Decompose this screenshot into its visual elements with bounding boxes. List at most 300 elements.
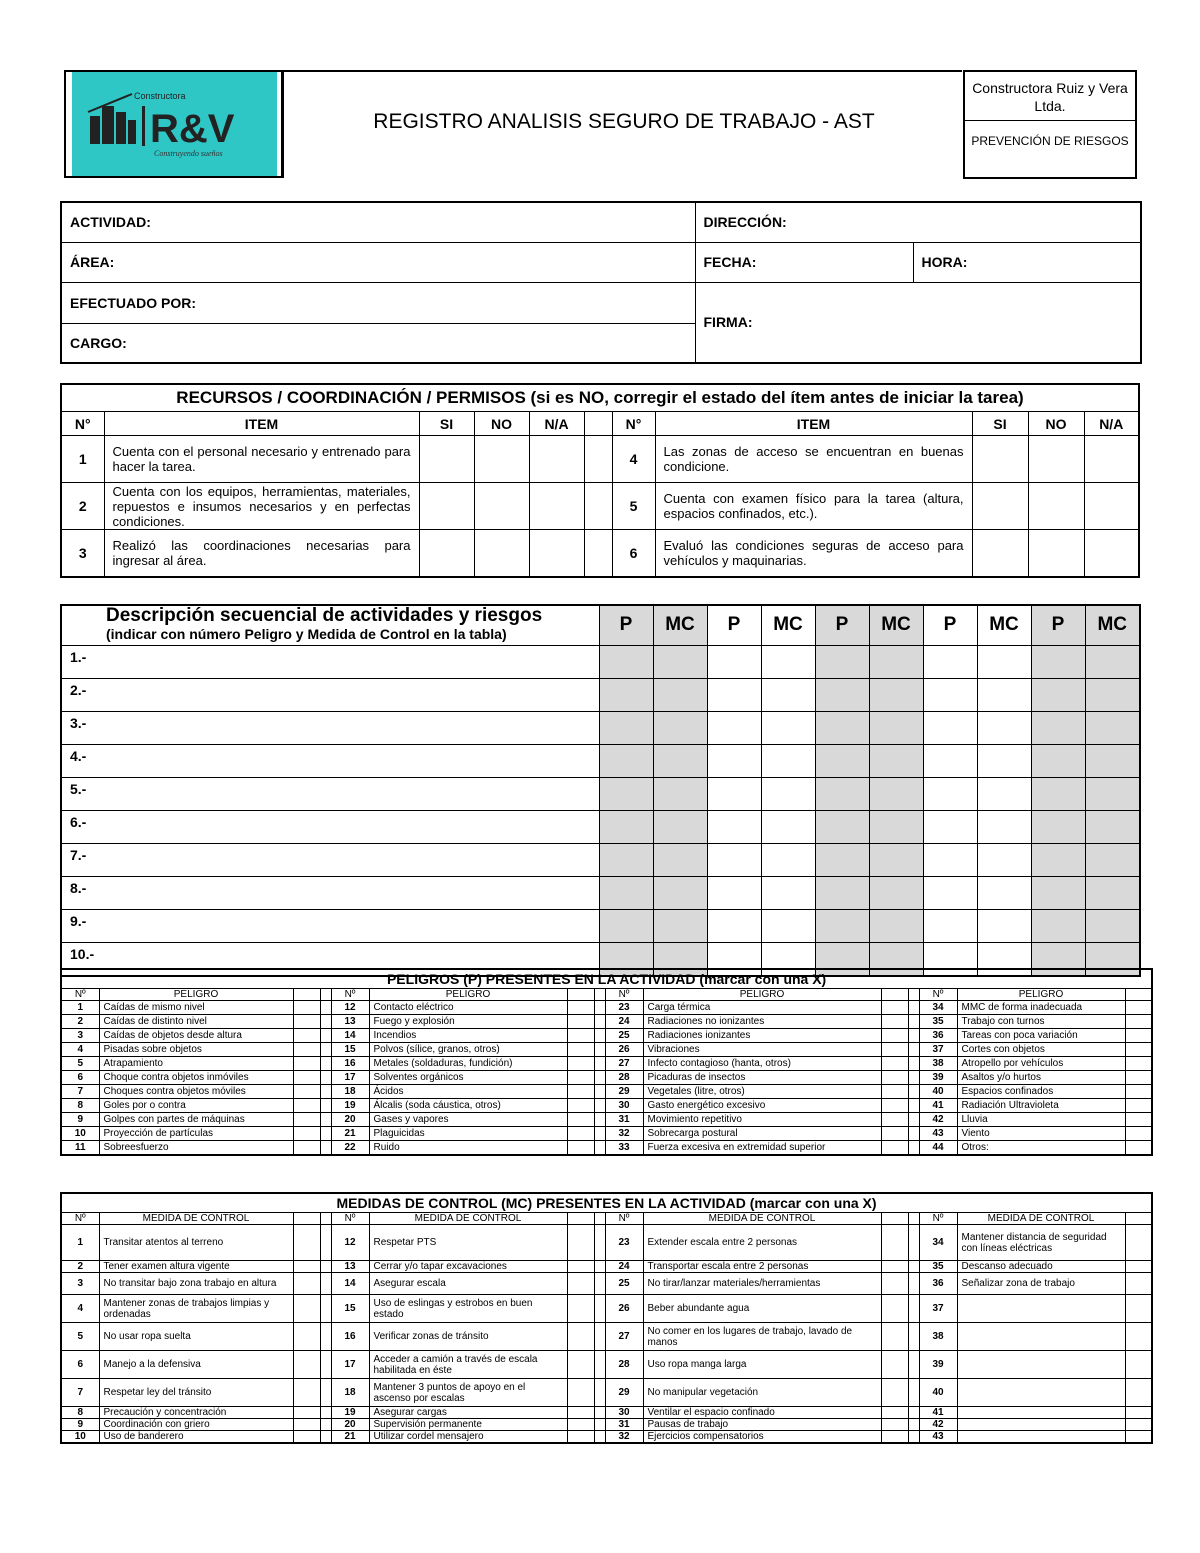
item-text xyxy=(957,1419,1125,1431)
activity-description[interactable]: 10.- xyxy=(61,942,599,976)
mark-checkbox[interactable] xyxy=(1125,1225,1152,1261)
mc-cell[interactable] xyxy=(869,744,923,777)
mark-checkbox[interactable] xyxy=(1125,1351,1152,1379)
mark-checkbox[interactable] xyxy=(881,1113,908,1127)
p-cell[interactable] xyxy=(599,678,653,711)
mc-cell[interactable] xyxy=(761,777,815,810)
mark-checkbox[interactable] xyxy=(567,1029,594,1043)
item-text: Choque contra objetos inmóviles xyxy=(99,1071,293,1085)
mark-checkbox[interactable] xyxy=(1125,1099,1152,1113)
mark-checkbox[interactable] xyxy=(293,1057,320,1071)
p-cell[interactable] xyxy=(1031,744,1085,777)
na-checkbox[interactable] xyxy=(529,436,584,483)
mark-checkbox[interactable] xyxy=(881,1099,908,1113)
mark-checkbox[interactable] xyxy=(567,1015,594,1029)
item-number: 4 xyxy=(61,1295,99,1323)
header-company-box xyxy=(963,70,1137,179)
mark-checkbox[interactable] xyxy=(881,1431,908,1444)
p-cell[interactable] xyxy=(923,909,977,942)
si-checkbox[interactable] xyxy=(419,530,474,577)
p-cell[interactable] xyxy=(815,876,869,909)
p-cell[interactable] xyxy=(815,711,869,744)
mark-checkbox[interactable] xyxy=(881,1015,908,1029)
mark-checkbox[interactable] xyxy=(293,1099,320,1113)
mc-cell[interactable] xyxy=(653,777,707,810)
p-cell[interactable] xyxy=(707,777,761,810)
department-name: PREVENCIÓN DE RIESGOS xyxy=(971,134,1129,148)
item-number: 34 xyxy=(919,1225,957,1261)
mark-checkbox[interactable] xyxy=(1125,1261,1152,1273)
item-text: Asegurar cargas xyxy=(369,1407,567,1419)
item-text: Mantener zonas de trabajos limpias y ordenadas xyxy=(99,1295,293,1323)
p-cell[interactable] xyxy=(1031,909,1085,942)
table-row xyxy=(61,1099,1152,1113)
mark-checkbox[interactable] xyxy=(567,1407,594,1419)
mc-cell[interactable] xyxy=(1085,711,1140,744)
mc-cell[interactable] xyxy=(1085,810,1140,843)
p-cell[interactable] xyxy=(815,843,869,876)
mark-checkbox[interactable] xyxy=(293,1295,320,1323)
p-cell[interactable] xyxy=(599,645,653,678)
mark-checkbox[interactable] xyxy=(1125,1431,1152,1444)
activity-row xyxy=(61,711,1140,744)
item-text: Uso de banderero xyxy=(99,1431,293,1444)
mark-checkbox[interactable] xyxy=(1125,1057,1152,1071)
p-cell[interactable] xyxy=(1031,711,1085,744)
mark-checkbox[interactable] xyxy=(567,1273,594,1295)
item-text: No manipular vegetación xyxy=(643,1379,881,1407)
mark-checkbox[interactable] xyxy=(1125,1015,1152,1029)
p-cell[interactable] xyxy=(923,876,977,909)
p-cell[interactable] xyxy=(707,744,761,777)
mc-cell[interactable] xyxy=(653,909,707,942)
spacer-cell xyxy=(594,1113,605,1127)
mark-checkbox[interactable] xyxy=(881,1043,908,1057)
table-row xyxy=(61,1057,1152,1071)
mark-checkbox[interactable] xyxy=(293,1113,320,1127)
mark-checkbox[interactable] xyxy=(1125,1273,1152,1295)
mc-cell[interactable] xyxy=(1085,744,1140,777)
mc-cell[interactable] xyxy=(977,876,1031,909)
col-p: P xyxy=(707,605,761,645)
mark-checkbox[interactable] xyxy=(881,1085,908,1099)
item-text: Vegetales (litre, otros) xyxy=(643,1085,881,1099)
mark-checkbox[interactable] xyxy=(881,1127,908,1141)
spacer-cell xyxy=(594,1351,605,1379)
activity-description[interactable]: 6.- xyxy=(61,810,599,843)
mc-cell[interactable] xyxy=(761,843,815,876)
mark-checkbox[interactable] xyxy=(567,1419,594,1431)
item-text: Otros: xyxy=(957,1141,1125,1156)
mark-checkbox[interactable] xyxy=(293,1351,320,1379)
mark-checkbox[interactable] xyxy=(567,1141,594,1156)
mc-cell[interactable] xyxy=(869,645,923,678)
p-cell[interactable] xyxy=(923,678,977,711)
mc-cell[interactable] xyxy=(653,711,707,744)
efectuado-field[interactable]: EFECTUADO POR: xyxy=(61,282,695,323)
mc-cell[interactable] xyxy=(1085,876,1140,909)
mark-checkbox[interactable] xyxy=(881,1295,908,1323)
mark-checkbox[interactable] xyxy=(881,1261,908,1273)
item-number: 13 xyxy=(331,1261,369,1273)
item-text: Mantener 3 puntos de apoyo en el ascenso por escalas xyxy=(369,1379,567,1407)
item-text: Ventilar el espacio confinado xyxy=(643,1407,881,1419)
mark-checkbox[interactable] xyxy=(1125,1085,1152,1099)
no-checkbox[interactable] xyxy=(474,483,529,530)
hora-field[interactable]: HORA: xyxy=(913,242,1141,282)
si-checkbox[interactable] xyxy=(972,436,1028,483)
item-number: 29 xyxy=(605,1379,643,1407)
activity-description[interactable]: 4.- xyxy=(61,744,599,777)
mark-checkbox[interactable] xyxy=(881,1029,908,1043)
mark-checkbox[interactable] xyxy=(293,1141,320,1156)
mark-checkbox[interactable] xyxy=(567,1057,594,1071)
si-checkbox[interactable] xyxy=(972,483,1028,530)
mark-checkbox[interactable] xyxy=(293,1419,320,1431)
mark-checkbox[interactable] xyxy=(567,1225,594,1261)
item-text: Uso de eslingas y estrobos en buen estado xyxy=(369,1295,567,1323)
p-cell[interactable] xyxy=(923,711,977,744)
mc-cell[interactable] xyxy=(761,810,815,843)
no-checkbox[interactable] xyxy=(1028,530,1084,577)
mark-checkbox[interactable] xyxy=(567,1071,594,1085)
mark-checkbox[interactable] xyxy=(567,1113,594,1127)
mark-checkbox[interactable] xyxy=(881,1419,908,1431)
p-cell[interactable] xyxy=(707,909,761,942)
no-checkbox[interactable] xyxy=(474,436,529,483)
mark-checkbox[interactable] xyxy=(567,1099,594,1113)
item-number: 25 xyxy=(605,1273,643,1295)
p-cell[interactable] xyxy=(923,645,977,678)
mark-checkbox[interactable] xyxy=(1125,1141,1152,1156)
p-cell[interactable] xyxy=(707,645,761,678)
mark-checkbox[interactable] xyxy=(567,1085,594,1099)
item-number: 1 xyxy=(61,1001,99,1015)
mark-checkbox[interactable] xyxy=(1125,1127,1152,1141)
mc-cell[interactable] xyxy=(977,909,1031,942)
table-row xyxy=(61,1323,1152,1351)
spacer-cell xyxy=(594,1043,605,1057)
item-number: 26 xyxy=(605,1043,643,1057)
item-number: 20 xyxy=(331,1113,369,1127)
p-cell[interactable] xyxy=(599,711,653,744)
col-si: SI xyxy=(972,412,1028,436)
item-number: 16 xyxy=(331,1057,369,1071)
mc-cell[interactable] xyxy=(761,678,815,711)
p-cell[interactable] xyxy=(815,645,869,678)
mc-cell[interactable] xyxy=(653,744,707,777)
item-text: Tener examen altura vigente xyxy=(99,1261,293,1273)
item-number: 44 xyxy=(919,1141,957,1156)
item-text: Trabajo con turnos xyxy=(957,1015,1125,1029)
cargo-field[interactable]: CARGO: xyxy=(61,323,695,363)
mc-cell[interactable] xyxy=(653,843,707,876)
mark-checkbox[interactable] xyxy=(293,1127,320,1141)
no-checkbox[interactable] xyxy=(1028,483,1084,530)
mark-checkbox[interactable] xyxy=(881,1141,908,1156)
si-checkbox[interactable] xyxy=(419,483,474,530)
mc-cell[interactable] xyxy=(761,711,815,744)
mark-checkbox[interactable] xyxy=(293,1001,320,1015)
area-field[interactable]: ÁREA: xyxy=(61,242,695,282)
item-text: Respetar PTS xyxy=(369,1225,567,1261)
medidas-title: MEDIDAS DE CONTROL (MC) PRESENTES EN LA ACTIVIDAD (marcar con una X) xyxy=(61,1193,1152,1213)
spacer-cell xyxy=(320,1127,331,1141)
mc-cell[interactable] xyxy=(869,810,923,843)
mark-checkbox[interactable] xyxy=(881,1225,908,1261)
spacer-cell xyxy=(594,1057,605,1071)
mark-checkbox[interactable] xyxy=(567,1351,594,1379)
na-checkbox[interactable] xyxy=(529,530,584,577)
p-cell[interactable] xyxy=(707,876,761,909)
mc-cell[interactable] xyxy=(1085,777,1140,810)
mark-checkbox[interactable] xyxy=(293,1323,320,1351)
activity-description[interactable]: 9.- xyxy=(61,909,599,942)
na-checkbox[interactable] xyxy=(1084,530,1139,577)
item-text: Caídas de mismo nivel xyxy=(99,1001,293,1015)
p-cell[interactable] xyxy=(1031,777,1085,810)
mc-cell[interactable] xyxy=(869,777,923,810)
activity-description[interactable]: 7.- xyxy=(61,843,599,876)
mark-checkbox[interactable] xyxy=(881,1379,908,1407)
mark-checkbox[interactable] xyxy=(567,1261,594,1273)
spacer-cell xyxy=(320,1379,331,1407)
spacer-cell xyxy=(908,1113,919,1127)
mc-cell[interactable] xyxy=(977,645,1031,678)
spacer-cell xyxy=(594,1407,605,1419)
p-cell[interactable] xyxy=(1031,843,1085,876)
p-cell[interactable] xyxy=(815,777,869,810)
mark-checkbox[interactable] xyxy=(293,1071,320,1085)
p-cell[interactable] xyxy=(923,843,977,876)
col-name: PELIGRO xyxy=(99,989,293,1001)
mark-checkbox[interactable] xyxy=(293,1431,320,1444)
mark-checkbox[interactable] xyxy=(1125,1407,1152,1419)
spacer-cell xyxy=(594,1295,605,1323)
mark-checkbox[interactable] xyxy=(567,1323,594,1351)
mark-checkbox[interactable] xyxy=(293,1029,320,1043)
col-mc: MC xyxy=(869,605,923,645)
p-cell[interactable] xyxy=(923,777,977,810)
mark-checkbox[interactable] xyxy=(293,1015,320,1029)
mc-cell[interactable] xyxy=(653,810,707,843)
item-number: 14 xyxy=(331,1029,369,1043)
item-number: 27 xyxy=(605,1057,643,1071)
p-cell[interactable] xyxy=(599,843,653,876)
mark-checkbox[interactable] xyxy=(293,1085,320,1099)
item-number: 5 xyxy=(61,1057,99,1071)
mc-cell[interactable] xyxy=(1085,678,1140,711)
mark-checkbox[interactable] xyxy=(293,1225,320,1261)
spacer-cell xyxy=(594,1419,605,1431)
mark-checkbox[interactable] xyxy=(1125,1029,1152,1043)
mc-cell[interactable] xyxy=(761,744,815,777)
p-cell[interactable] xyxy=(599,876,653,909)
mark-checkbox[interactable] xyxy=(293,1261,320,1273)
item-number: 4 xyxy=(61,1043,99,1057)
si-checkbox[interactable] xyxy=(419,436,474,483)
mark-checkbox[interactable] xyxy=(881,1351,908,1379)
mc-cell[interactable] xyxy=(977,711,1031,744)
spacer-cell xyxy=(320,1071,331,1085)
mc-cell[interactable] xyxy=(761,645,815,678)
table-row xyxy=(61,1351,1152,1379)
activity-description[interactable]: 3.- xyxy=(61,711,599,744)
spacer-cell xyxy=(594,1261,605,1273)
col-mc: MC xyxy=(977,605,1031,645)
mc-cell[interactable] xyxy=(977,744,1031,777)
mark-checkbox[interactable] xyxy=(1125,1113,1152,1127)
logo-small-text: Constructora xyxy=(134,91,186,101)
na-checkbox[interactable] xyxy=(1084,436,1139,483)
col-num: Nº xyxy=(605,989,643,1001)
actividad-field[interactable]: ACTIVIDAD: xyxy=(61,202,695,242)
mark-checkbox[interactable] xyxy=(1125,1295,1152,1323)
item-number: 23 xyxy=(605,1225,643,1261)
item-number: 15 xyxy=(331,1043,369,1057)
item-number: 34 xyxy=(919,1001,957,1015)
mark-checkbox[interactable] xyxy=(1125,1379,1152,1407)
mark-checkbox[interactable] xyxy=(567,1379,594,1407)
mc-cell[interactable] xyxy=(977,810,1031,843)
mc-cell[interactable] xyxy=(653,876,707,909)
p-cell[interactable] xyxy=(599,777,653,810)
mc-cell[interactable] xyxy=(1085,909,1140,942)
mark-checkbox[interactable] xyxy=(293,1379,320,1407)
spacer-cell xyxy=(320,1351,331,1379)
mc-cell[interactable] xyxy=(869,711,923,744)
mark-checkbox[interactable] xyxy=(1125,1323,1152,1351)
mark-checkbox[interactable] xyxy=(567,1001,594,1015)
p-cell[interactable] xyxy=(815,678,869,711)
mark-checkbox[interactable] xyxy=(881,1407,908,1419)
mc-cell[interactable] xyxy=(653,645,707,678)
na-checkbox[interactable] xyxy=(529,483,584,530)
mark-checkbox[interactable] xyxy=(881,1071,908,1085)
p-cell[interactable] xyxy=(599,810,653,843)
spacer-cell xyxy=(584,483,612,530)
direccion-field[interactable]: DIRECCIÓN: xyxy=(695,202,1141,242)
mark-checkbox[interactable] xyxy=(881,1057,908,1071)
item-number: 5 xyxy=(61,1323,99,1351)
fecha-field[interactable]: FECHA: xyxy=(695,242,913,282)
item-number: 6 xyxy=(61,1351,99,1379)
item-number: 20 xyxy=(331,1419,369,1431)
item-text: Las zonas de acceso se encuentran en buenas condicione. xyxy=(655,436,972,483)
mark-checkbox[interactable] xyxy=(567,1431,594,1444)
p-cell[interactable] xyxy=(599,909,653,942)
p-cell[interactable] xyxy=(1031,645,1085,678)
mc-cell[interactable] xyxy=(1085,645,1140,678)
item-number: 36 xyxy=(919,1029,957,1043)
item-text: Metales (soldaduras, fundición) xyxy=(369,1057,567,1071)
p-cell[interactable] xyxy=(815,744,869,777)
mc-cell[interactable] xyxy=(869,876,923,909)
mark-checkbox[interactable] xyxy=(567,1043,594,1057)
spacer-cell xyxy=(320,1085,331,1099)
spacer-cell xyxy=(594,1225,605,1261)
p-cell[interactable] xyxy=(707,843,761,876)
si-checkbox[interactable] xyxy=(972,530,1028,577)
mc-cell[interactable] xyxy=(653,678,707,711)
p-cell[interactable] xyxy=(923,744,977,777)
item-number: 16 xyxy=(331,1323,369,1351)
p-cell[interactable] xyxy=(815,810,869,843)
item-text: Atropello por vehículos xyxy=(957,1057,1125,1071)
mark-checkbox[interactable] xyxy=(293,1273,320,1295)
firma-field[interactable]: FIRMA: xyxy=(695,282,1141,363)
item-number: 35 xyxy=(919,1015,957,1029)
item-number: 2 xyxy=(61,483,104,530)
company-logo xyxy=(72,72,277,176)
spacer-cell xyxy=(908,1407,919,1419)
mc-cell[interactable] xyxy=(869,909,923,942)
mc-cell[interactable] xyxy=(869,678,923,711)
activity-description[interactable]: 1.- xyxy=(61,645,599,678)
mc-cell[interactable] xyxy=(869,843,923,876)
mc-cell[interactable] xyxy=(761,909,815,942)
no-checkbox[interactable] xyxy=(1028,436,1084,483)
table-row xyxy=(61,1295,1152,1323)
item-text: Precaución y concentración xyxy=(99,1407,293,1419)
mc-cell[interactable] xyxy=(977,777,1031,810)
mark-checkbox[interactable] xyxy=(1125,1071,1152,1085)
mark-checkbox[interactable] xyxy=(881,1273,908,1295)
mark-checkbox[interactable] xyxy=(881,1323,908,1351)
mark-checkbox[interactable] xyxy=(567,1295,594,1323)
no-checkbox[interactable] xyxy=(474,530,529,577)
item-number: 40 xyxy=(919,1379,957,1407)
na-checkbox[interactable] xyxy=(1084,483,1139,530)
mark-checkbox[interactable] xyxy=(1125,1001,1152,1015)
p-cell[interactable] xyxy=(707,678,761,711)
item-number: 21 xyxy=(331,1431,369,1444)
activity-description[interactable]: 8.- xyxy=(61,876,599,909)
mark-checkbox[interactable] xyxy=(1125,1419,1152,1431)
mc-cell[interactable] xyxy=(977,678,1031,711)
col-na: N/A xyxy=(529,412,584,436)
p-cell[interactable] xyxy=(815,909,869,942)
spacer-cell xyxy=(908,1001,919,1015)
item-text: Ácidos xyxy=(369,1085,567,1099)
mark-checkbox[interactable] xyxy=(1125,1043,1152,1057)
spacer-cell xyxy=(908,1295,919,1323)
mark-checkbox[interactable] xyxy=(567,1127,594,1141)
p-cell[interactable] xyxy=(1031,876,1085,909)
logo-brand: R&V xyxy=(150,107,235,151)
activity-description[interactable]: 5.- xyxy=(61,777,599,810)
mc-cell[interactable] xyxy=(1085,843,1140,876)
p-cell[interactable] xyxy=(923,810,977,843)
item-text: Goles por o contra xyxy=(99,1099,293,1113)
mc-cell[interactable] xyxy=(977,843,1031,876)
item-number: 25 xyxy=(605,1029,643,1043)
p-cell[interactable] xyxy=(707,711,761,744)
mark-checkbox[interactable] xyxy=(293,1407,320,1419)
item-text: Picaduras de insectos xyxy=(643,1071,881,1085)
spacer-cell xyxy=(908,989,919,1001)
p-cell[interactable] xyxy=(707,810,761,843)
p-cell[interactable] xyxy=(1031,810,1085,843)
p-cell[interactable] xyxy=(599,744,653,777)
activity-description[interactable]: 2.- xyxy=(61,678,599,711)
item-number: 39 xyxy=(919,1071,957,1085)
mc-cell[interactable] xyxy=(761,876,815,909)
p-cell[interactable] xyxy=(1031,678,1085,711)
mark-checkbox[interactable] xyxy=(293,1043,320,1057)
col-mc: MC xyxy=(1085,605,1140,645)
mark-checkbox[interactable] xyxy=(881,1001,908,1015)
